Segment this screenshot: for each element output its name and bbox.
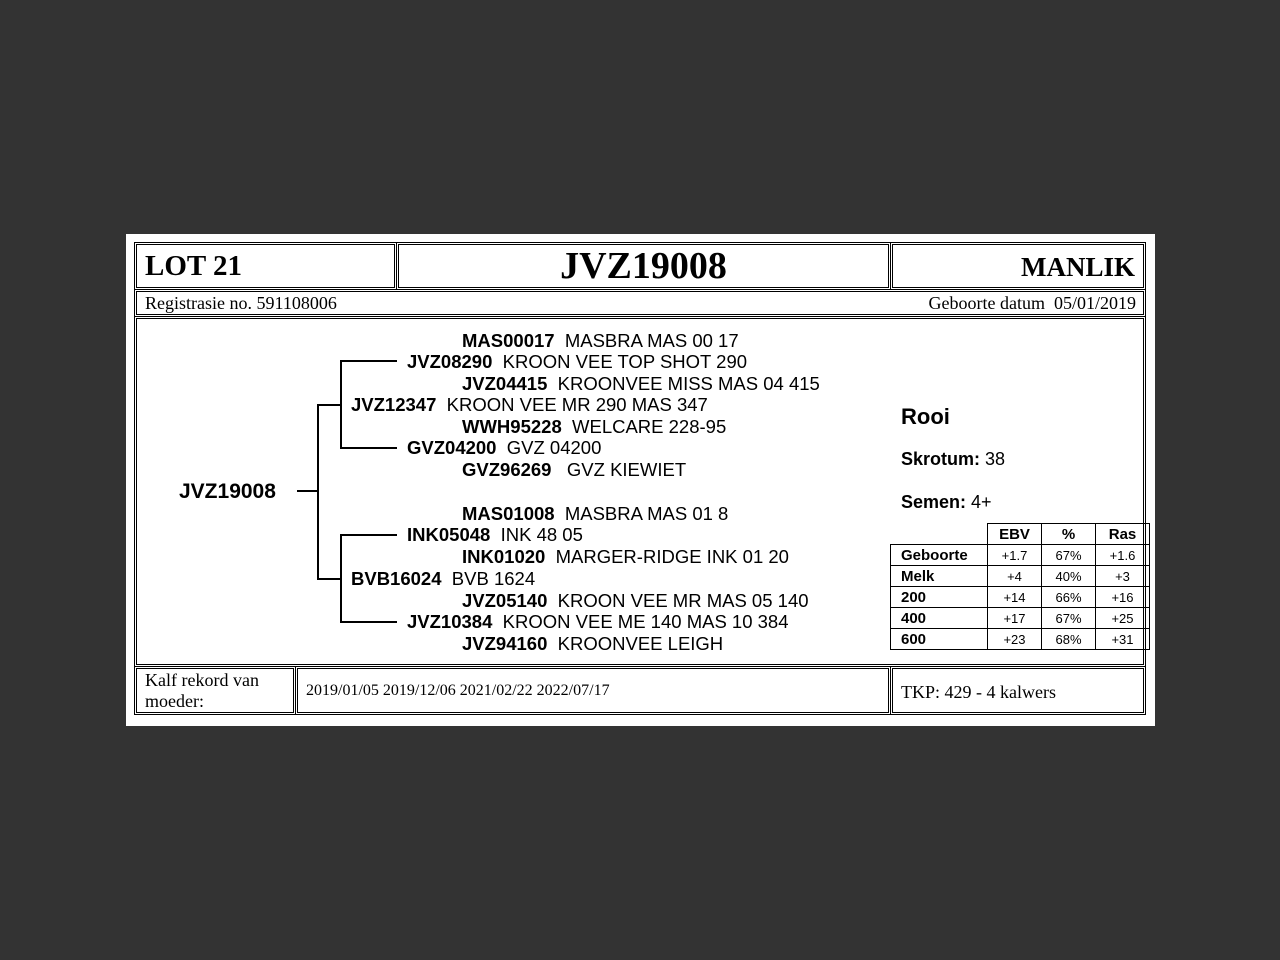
pedigree-sire-dam: GVZ04200 GVZ 04200 xyxy=(407,437,602,458)
pedigree-sire-vertical xyxy=(340,361,342,449)
calf-record-label: Kalf rekord van moeder: xyxy=(145,670,259,711)
pedigree-dam-dam-dam: JVZ94160 KROONVEE LEIGH xyxy=(462,633,724,654)
table-row: 600 +23 68% +31 xyxy=(891,629,1150,650)
registration-number: Registrasie no. 591108006 xyxy=(145,293,337,313)
tkp-summary: TKP: 429 - 4 kalwers xyxy=(901,682,1056,702)
ebv-header-ras: Ras xyxy=(1096,524,1150,545)
table-row: 200 +14 66% +16 xyxy=(891,587,1150,608)
ebv-header-row xyxy=(891,524,1150,545)
table-row: Melk +4 40% +3 xyxy=(891,566,1150,587)
ebv-header-blank xyxy=(891,524,988,545)
pedigree-dam-dam-line xyxy=(340,621,397,623)
pedigree-sire: JVZ12347 KROON VEE MR 290 MAS 347 xyxy=(351,394,708,415)
ebv-table xyxy=(890,523,1150,650)
pedigree-dam: BVB16024 BVB 1624 xyxy=(351,568,536,589)
sex-label: MANLIK xyxy=(1021,252,1135,282)
pedigree-sire-sire-dam: JVZ04415 KROONVEE MISS MAS 04 415 xyxy=(462,373,820,394)
pedigree-dam-vertical xyxy=(340,535,342,623)
birth-date-value: 05/01/2019 xyxy=(1053,293,1136,313)
pedigree-dam-dam-sire: JVZ05140 KROON VEE MR MAS 05 140 xyxy=(462,590,809,611)
semen-info xyxy=(901,492,992,513)
pedigree-sire-line xyxy=(317,404,341,406)
pedigree-sire-dam-sire: WWH95228 WELCARE 228-95 xyxy=(462,416,727,437)
pedigree-sire-dam-dam: GVZ96269 GVZ KIEWIET xyxy=(462,459,687,480)
lot-number: LOT 21 xyxy=(145,250,242,282)
calf-record-dates: 2019/01/05 2019/12/06 2021/02/22 2022/07/17 xyxy=(306,682,610,699)
pedigree-dam-dam: JVZ10384 KROON VEE ME 140 MAS 10 384 xyxy=(407,611,789,632)
pedigree-dam-sire-line xyxy=(340,534,397,536)
pedigree-sire-sire-sire: MAS00017 MASBRA MAS 00 17 xyxy=(462,330,739,351)
table-row: Geboorte +1.7 67% +1.6 xyxy=(891,545,1150,566)
pedigree-sire-sire-line xyxy=(340,360,397,362)
pedigree-subject: JVZ19008 xyxy=(179,480,276,503)
scrotum-info xyxy=(901,449,1005,470)
semen-label: Semen: xyxy=(901,492,967,512)
pedigree-dam-sire-sire: MAS01008 MASBRA MAS 01 8 xyxy=(462,503,729,524)
ebv-header-ebv: EBV xyxy=(988,524,1042,545)
animal-id-title: JVZ19008 xyxy=(560,245,727,287)
pedigree-dam-sire-dam: INK01020 MARGER-RIDGE INK 01 20 xyxy=(462,546,789,567)
birth-date-label: Geboorte datum xyxy=(928,293,1045,313)
scrotum-value: 38 xyxy=(985,449,1006,469)
pedigree-main-vertical xyxy=(317,405,319,579)
scrotum-label: Skrotum: xyxy=(901,449,981,469)
pedigree-sire-sire: JVZ08290 KROON VEE TOP SHOT 290 xyxy=(407,351,748,372)
ebv-header-pct: % xyxy=(1042,524,1096,545)
colour-label: Rooi xyxy=(901,404,950,429)
birth-date xyxy=(929,293,1136,314)
pedigree-dam-sire: INK05048 INK 48 05 xyxy=(407,524,583,545)
pedigree-dam-line xyxy=(317,578,341,580)
semen-value: 4+ xyxy=(971,492,992,512)
pedigree-sire-dam-line xyxy=(340,447,397,449)
table-row: 400 +17 67% +25 xyxy=(891,608,1150,629)
pedigree-subject-line xyxy=(297,490,318,492)
